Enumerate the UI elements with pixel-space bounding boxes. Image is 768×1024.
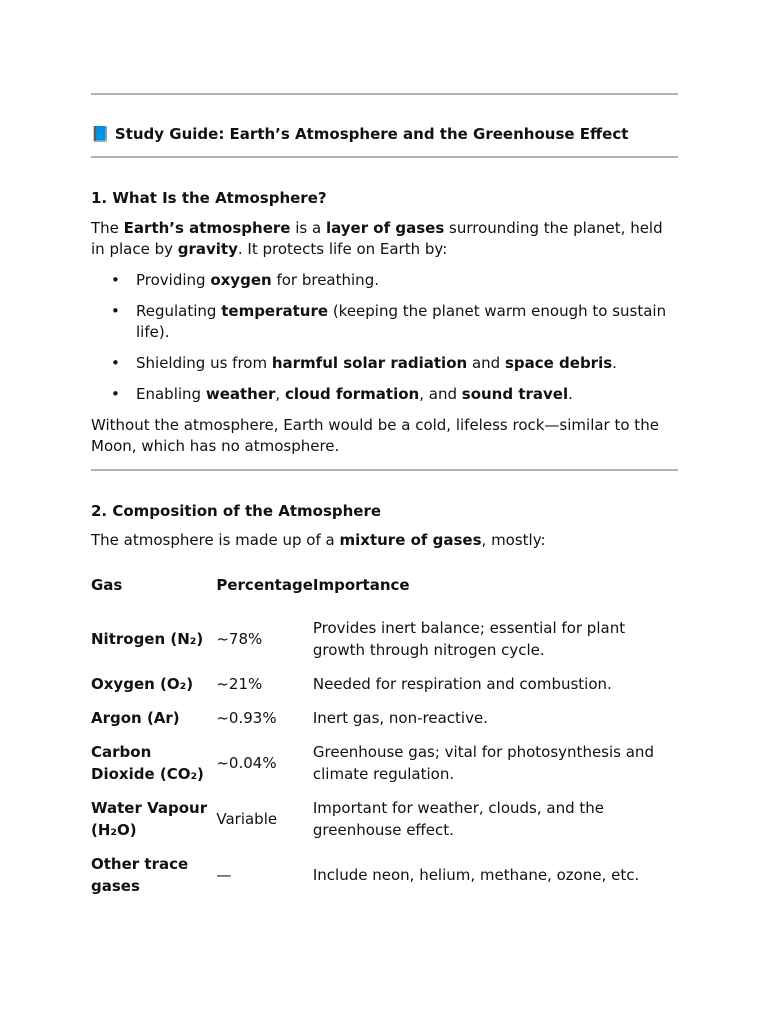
importance-cell: Needed for respiration and combustion. [312, 675, 612, 693]
document-title: 📘 Study Guide: Earth’s Atmosphere and the Greenhouse Effect [91, 125, 629, 143]
table-row [91, 667, 678, 701]
gas-cell: Nitrogen (N₂) [91, 630, 204, 648]
table-row [91, 791, 678, 847]
bold-text: Earth’s atmosphere [123, 219, 291, 237]
list-item [91, 270, 678, 291]
column-header-gas: Gas [91, 576, 123, 594]
text-run: (keeping the planet warm enough to sustain life). [136, 302, 667, 341]
section-heading: 2. Composition of the Atmosphere [91, 502, 382, 520]
text-run: for breathing. [271, 271, 379, 289]
bullet-list [91, 270, 678, 405]
bullet-icon: • [111, 271, 120, 289]
percentage-cell: — [216, 866, 232, 884]
bullet-icon: • [111, 385, 120, 403]
bullet-icon: • [111, 302, 120, 320]
text-run: Enabling [136, 385, 206, 403]
text-run: . [612, 354, 617, 372]
list-item [91, 353, 678, 374]
section-heading: 1. What Is the Atmosphere? [91, 189, 327, 207]
bold-text: temperature [221, 302, 329, 320]
text-run: and [467, 354, 505, 372]
percentage-cell: ~0.04% [216, 754, 277, 772]
bold-text: weather [205, 385, 276, 403]
text-run: Providing [136, 271, 211, 289]
divider [91, 93, 678, 95]
bold-text: mixture of gases [339, 531, 482, 549]
divider [91, 469, 678, 471]
importance-cell: Include neon, helium, methane, ozone, etc. [312, 866, 640, 884]
gas-cell: Carbon Dioxide (CO₂) [91, 743, 204, 783]
gas-cell: Argon (Ar) [91, 709, 180, 727]
column-header-percentage: Percentage [216, 576, 313, 594]
percentage-cell: Variable [216, 810, 278, 828]
text-run: . [568, 385, 573, 403]
section-intro [91, 218, 678, 260]
text-run: . It protects life on Earth by: [237, 240, 448, 258]
text-run: Shielding us from [136, 354, 272, 372]
bold-text: sound travel [461, 385, 569, 403]
table-row [91, 735, 678, 791]
table-row [91, 701, 678, 735]
bold-text: harmful solar radiation [271, 354, 468, 372]
text-run: The [91, 219, 124, 237]
column-header-importance: Importance [312, 576, 410, 594]
table-header-row [91, 563, 678, 607]
gas-cell: Other trace gases [91, 855, 189, 895]
text-run: is a [290, 219, 326, 237]
list-item [91, 301, 678, 343]
gas-cell: Water Vapour (H₂O) [91, 799, 208, 839]
importance-cell: Inert gas, non-reactive. [312, 709, 488, 727]
bold-text: cloud formation [284, 385, 420, 403]
text-run: , and [419, 385, 462, 403]
text-run: The atmosphere is made up of a [91, 531, 340, 549]
bold-text: oxygen [210, 271, 272, 289]
bold-text: gravity [177, 240, 238, 258]
text-run: surrounding the planet, held in place by [91, 219, 663, 258]
importance-cell: Provides inert balance; essential for plant growth through nitrogen cycle. [312, 619, 626, 659]
list-item [91, 384, 678, 405]
percentage-cell: ~21% [216, 675, 263, 693]
document-body [91, 93, 678, 903]
table-row [91, 847, 678, 903]
gas-cell: Oxygen (O₂) [91, 675, 194, 693]
percentage-cell: ~0.93% [216, 709, 277, 727]
text-run: , mostly: [481, 531, 546, 549]
section-intro [91, 530, 678, 551]
table-row [91, 607, 678, 667]
percentage-cell: ~78% [216, 630, 263, 648]
importance-cell: Important for weather, clouds, and the greenhouse effect. [312, 799, 604, 839]
bold-text: space debris [504, 354, 613, 372]
section-closing: Without the atmosphere, Earth would be a cold, lifeless rock—similar to the Moon, which has no atmosphere. [91, 416, 659, 455]
text-run: , [275, 385, 285, 403]
text-run: Regulating [136, 302, 222, 320]
composition-table [91, 563, 678, 903]
bullet-icon: • [111, 354, 120, 372]
importance-cell: Greenhouse gas; vital for photosynthesis and climate regulation. [312, 743, 654, 783]
bold-text: layer of gases [325, 219, 445, 237]
divider [91, 156, 678, 158]
